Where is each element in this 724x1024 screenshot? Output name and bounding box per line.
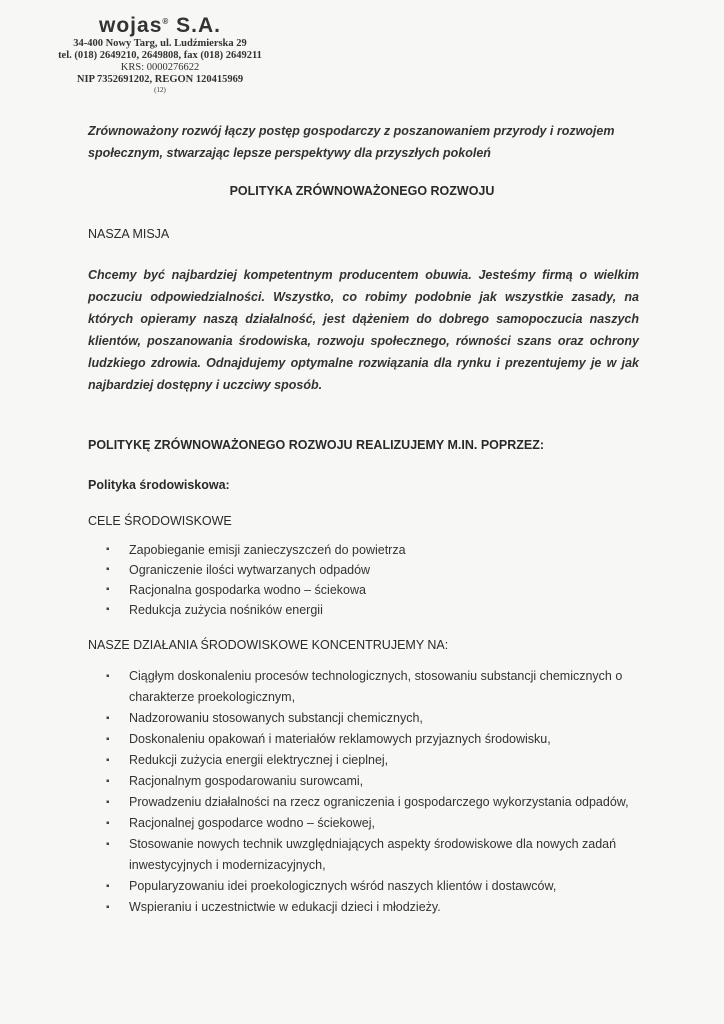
stamp-code: (12) [154, 86, 166, 94]
document-title: POLITYKA ZRÓWNOWAŻONEGO ROZWOJU [229, 184, 495, 198]
list-item: ▪ Doskonaleniu opakowań i materiałów reklamowych przyjaznych środowisku, [110, 729, 635, 750]
env-goals-heading: CELE ŚRODOWISKOWE [88, 514, 232, 528]
list-item: ▪ Prowadzeniu działalności na rzecz ograniczenia i gospodarczego wykorzystania odpadów, [110, 792, 635, 813]
company-address: 34-400 Nowy Targ, ul. Ludźmierska 29 [73, 38, 247, 49]
actions-list [110, 666, 635, 918]
list-item: ▪ Ciągłym doskonaleniu procesów technologicznych, stosowaniu substancji chemicznych o charakterze proekologicznym, [110, 666, 635, 708]
list-item: ▪ Zapobieganie emisji zanieczyszczeń do powietrza [110, 540, 406, 560]
list-item: ▪ Ograniczenie ilości wytwarzanych odpadów [110, 560, 406, 580]
env-policy-heading: Polityka środowiskowa: [88, 478, 230, 492]
env-goals-list [110, 540, 406, 620]
list-item: ▪ Racjonalnej gospodarce wodno – ściekowej, [110, 813, 635, 834]
mission-text: Chcemy być najbardziej kompetentnym producentem obuwia. Jesteśmy firmą o wielkim poczuciu odpowiedzialności. Wszystko, co robimy podobnie jak wszystkie zasady, na których opieramy naszą działalność, jest dążeniem do dobrego samopoczucia naszych klientów, poszanowania środowiska, rozwoju społecznego, równości szans oraz ochrony ludzkiego zdrowia. Odnajdujemy optymalne rozwiązania dla rynku i prezentujemy je w jak najbardziej dostępny i uczciwy sposób. [88, 268, 639, 392]
company-nip-regon: NIP 7352691202, REGON 120415969 [76, 74, 244, 85]
company-krs: KRS: 0000276622 [120, 62, 200, 73]
list-item: ▪ Stosowanie nowych technik uwzględniających aspekty środowiskowe dla nowych zadań inwestycyjnych i modernizacyjnych, [110, 834, 635, 876]
realization-heading: POLITYKĘ ZRÓWNOWAŻONEGO ROZWOJU REALIZUJEMY M.IN. POPRZEZ: [88, 438, 545, 452]
list-item: ▪ Wspieraniu i uczestnictwie w edukacji dzieci i młodzieży. [110, 897, 635, 918]
list-item: ▪ Racjonalna gospodarka wodno – ściekowa [110, 580, 406, 600]
company-stamp [40, 14, 280, 94]
list-item: ▪ Redukcja zużycia nośników energii [110, 600, 406, 620]
list-item: ▪ Redukcji zużycia energii elektrycznej i cieplnej, [110, 750, 635, 771]
company-phone: tel. (018) 2649210, 2649808, fax (018) 2649211 [58, 50, 262, 61]
actions-heading: NASZE DZIAŁANIA ŚRODOWISKOWE KONCENTRUJEMY NA: [88, 638, 449, 652]
motto-text: Zrównoważony rozwój łączy postęp gospodarczy z poszanowaniem przyrody i rozwojem społecznym, stwarzając lepsze perspektywy dla przyszłych pokoleń [88, 124, 615, 160]
list-item: ▪ Popularyzowaniu idei proekologicznych wśród naszych klientów i dostawców, [110, 876, 635, 897]
list-item: ▪ Nadzorowaniu stosowanych substancji chemicznych, [110, 708, 635, 729]
company-logo: wojas® S.A. [99, 14, 221, 37]
list-item: ▪ Racjonalnym gospodarowaniu surowcami, [110, 771, 635, 792]
mission-heading: NASZA MISJA [88, 227, 170, 241]
